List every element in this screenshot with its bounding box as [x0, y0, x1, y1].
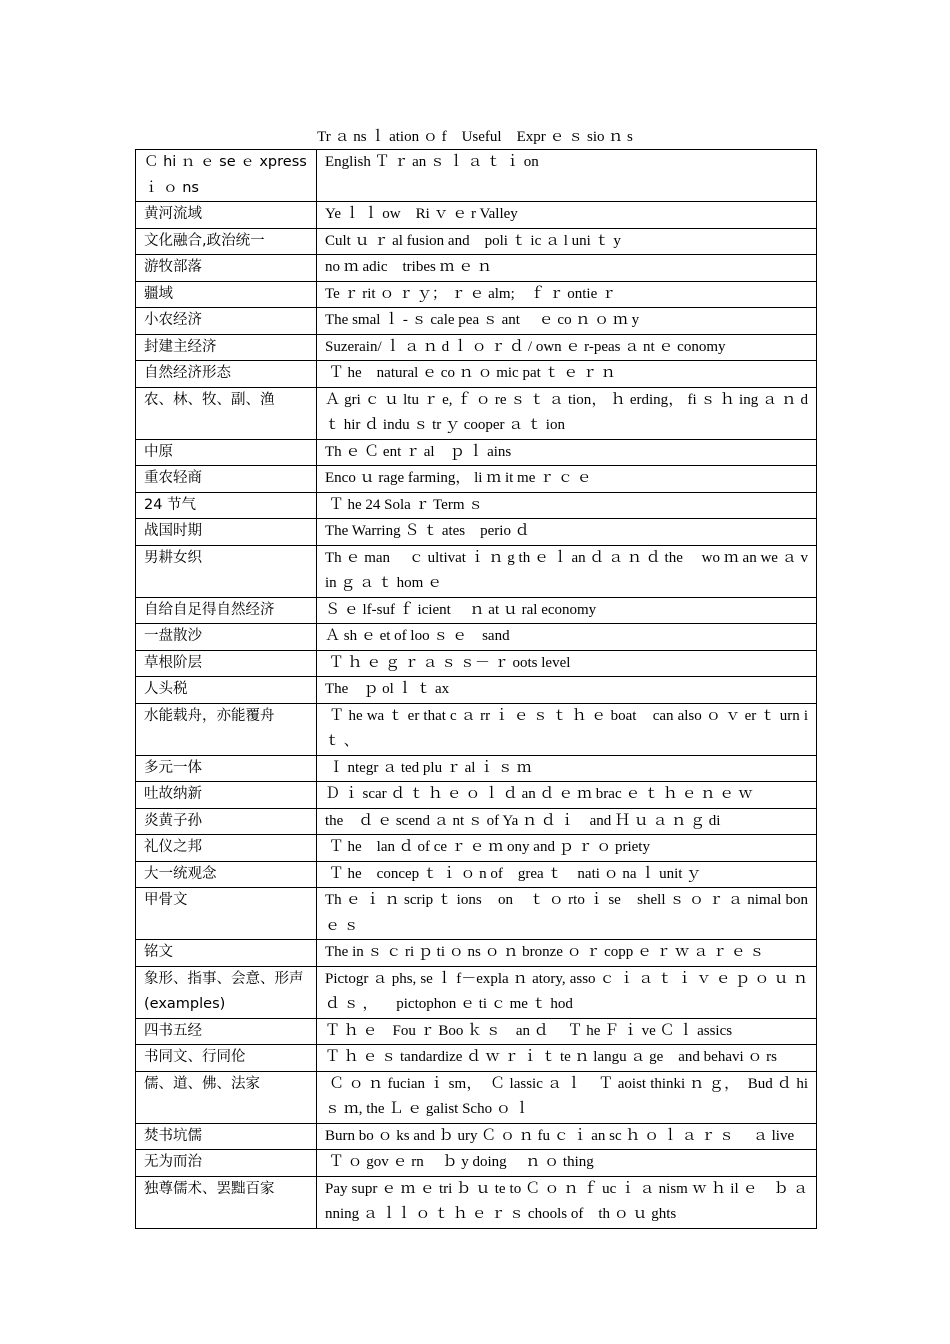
table-row — [136, 888, 817, 940]
english-translation-cell: The in ｓ ｃ ri ｐ ti ｏ ns ｏ ｎ bronze ｏ ｒ copp ｅ ｒ ｗ ａ ｒ ｅ ｓ — [317, 940, 817, 967]
chinese-expression-cell: 儒、道、佛、法家 — [136, 1071, 317, 1123]
table-row — [136, 1123, 817, 1150]
table-row — [136, 1018, 817, 1045]
table-row — [136, 624, 817, 651]
english-translation-cell: Enco ｕ rage farming， li ｍ it me ｒ ｃ ｅ — [317, 466, 817, 493]
english-translation-cell: Th ｅ Ｃ ent ｒ al ｐ ｌ ains — [317, 439, 817, 466]
table-row — [136, 439, 817, 466]
table-row — [136, 782, 817, 809]
english-translation-cell: Ｔ he 24 Sola ｒ Term ｓ — [317, 492, 817, 519]
chinese-expression-cell: 自给自足得自然经济 — [136, 597, 317, 624]
english-translation-cell: Ｓ ｅ lf-suf ｆ icient ｎ at ｕ ral economy — [317, 597, 817, 624]
english-translation-cell: Ye ｌ ｌ ow Ri ｖ ｅ r Valley — [317, 202, 817, 229]
chinese-expression-cell: 文化融合,政治统一 — [136, 228, 317, 255]
table-row — [136, 228, 817, 255]
table-row — [136, 1045, 817, 1072]
chinese-expression-cell: 独尊儒术、罢黜百家 — [136, 1176, 317, 1228]
english-translation-cell: Ｔ he lan ｄ of ce ｒ ｅ ｍ ony and ｐ ｒ ｏ priety — [317, 835, 817, 862]
header-chinese-expressions: Ｃ hi ｎ ｅ se ｅ xpress ｉ ｏ ns — [136, 150, 317, 202]
table-row — [136, 255, 817, 282]
table-row — [136, 703, 817, 755]
english-translation-cell: The smal ｌ - ｓ cale pea ｓ ant ｅ co ｎ ｏ ｍ y — [317, 308, 817, 335]
english-translation-cell: Ｄ ｉ scar ｄ ｔ ｈ ｅ ｏ ｌ ｄ an ｄ ｅ ｍ brac ｅ ｔ ｈ ｅ ｎ ｅ ｗ — [317, 782, 817, 809]
table-row — [136, 835, 817, 862]
table-row — [136, 387, 817, 439]
english-translation-cell: Te ｒ rit ｏ ｒ ｙ； ｒ ｅ alm; ｆ ｒ ontie ｒ — [317, 281, 817, 308]
chinese-expression-cell: 书同文、行同伦 — [136, 1045, 317, 1072]
chinese-expression-cell: 吐故纳新 — [136, 782, 317, 809]
table-row — [136, 1071, 817, 1123]
table-row — [136, 545, 817, 597]
english-translation-cell: Ｔ he natural ｅ co ｎ ｏ mic pat ｔ ｅ ｒ ｎ — [317, 361, 817, 388]
table-row — [136, 755, 817, 782]
chinese-expression-cell: 礼仪之邦 — [136, 835, 317, 862]
table-row — [136, 861, 817, 888]
chinese-expression-cell: 甲骨文 — [136, 888, 317, 940]
page-title: Tr ａ ns ｌ ation ｏ f Useful Expr ｅ ｓ sio ｎ s — [317, 129, 633, 145]
chinese-expression-cell: 重农轻商 — [136, 466, 317, 493]
table-row — [136, 650, 817, 677]
english-translation-cell: The ｐ ol ｌ ｔ ax — [317, 677, 817, 704]
english-translation-cell: Th ｅ ｉ ｎ scrip ｔ ions on ｔ ｏ rto ｉ se shell ｓ ｏ ｒ ａ nimal bon ｅ ｓ — [317, 888, 817, 940]
chinese-expression-cell: 多元一体 — [136, 755, 317, 782]
english-translation-cell: The Warring Ｓ ｔ ates perio ｄ — [317, 519, 817, 546]
table-row — [136, 677, 817, 704]
translation-table — [135, 149, 817, 1229]
english-translation-cell: Ｔ he concep ｔ ｉ ｏ n of grea ｔ nati ｏ na ｌ unit ｙ — [317, 861, 817, 888]
chinese-expression-cell: 铭文 — [136, 940, 317, 967]
table-row — [136, 308, 817, 335]
english-translation-cell: Ｔ ｈ ｅ ｇ ｒ ａ ｓ ｓ－ ｒ oots level — [317, 650, 817, 677]
chinese-expression-cell: 四书五经 — [136, 1018, 317, 1045]
chinese-expression-cell: 疆域 — [136, 281, 317, 308]
table-row — [136, 1150, 817, 1177]
chinese-expression-cell: 一盘散沙 — [136, 624, 317, 651]
table-row — [136, 940, 817, 967]
chinese-expression-cell: 无为而治 — [136, 1150, 317, 1177]
chinese-expression-cell: 战国时期 — [136, 519, 317, 546]
english-translation-cell: Cult ｕ ｒ al fusion and poli ｔ ic ａ l uni ｔ y — [317, 228, 817, 255]
english-translation-cell: Pay supr ｅ ｍ ｅ tri ｂ ｕ te to Ｃ ｏ ｎ ｆ uc ｉ ａ nism ｗ ｈ il ｅ ｂ ａ nning ａ ｌｌ ｏ ｔ ｈ ｅ ｒ ｓ chools of th ｏ ｕ ghts — [317, 1176, 817, 1228]
table-row — [136, 361, 817, 388]
chinese-expression-cell: 大一统观念 — [136, 861, 317, 888]
chinese-expression-cell: 中原 — [136, 439, 317, 466]
chinese-expression-cell: 小农经济 — [136, 308, 317, 335]
english-translation-cell: no ｍ adic tribes ｍ ｅ ｎ — [317, 255, 817, 282]
chinese-expression-cell: 炎黄子孙 — [136, 808, 317, 835]
english-translation-cell: Suzerain/ ｌ ａ ｎ d ｌ ｏ ｒ ｄ / own ｅ r-peas ａ nt ｅ conomy — [317, 334, 817, 361]
table-row — [136, 202, 817, 229]
table-row — [136, 492, 817, 519]
english-translation-cell: the ｄ ｅ scend ａ nt ｓ of Ya ｎ ｄ ｉ and Ｈ ｕ ａ ｎ ｇ di — [317, 808, 817, 835]
chinese-expression-cell: 自然经济形态 — [136, 361, 317, 388]
chinese-expression-cell: 24 节气 — [136, 492, 317, 519]
english-translation-cell: Ｃ ｏ ｎ fucian ｉ sm， Ｃ lassic ａ ｌ Ｔ aoist thinki ｎ ｇ， Bud ｄ hi ｓ ｍ, the Ｌ ｅ galist Scho ｏ ｌ — [317, 1071, 817, 1123]
table-row — [136, 597, 817, 624]
table-row — [136, 808, 817, 835]
header-english-translation: English Ｔ ｒ an ｓ ｌ ａ ｔ ｉ on — [317, 150, 817, 202]
english-translation-cell: Ｔ ｈ ｅ ｓ tandardize ｄ ｗ ｒ ｉ ｔ te ｎ langu ａ ge and behavi ｏ rs — [317, 1045, 817, 1072]
table-row — [136, 1176, 817, 1228]
english-translation-cell: Ｔ ｈ ｅ Fou ｒ Boo ｋ ｓ an ｄ Ｔ he Ｆ ｉ ve Ｃ ｌ assics — [317, 1018, 817, 1045]
english-translation-cell: Ａ sh ｅ et of loo ｓ ｅ sand — [317, 624, 817, 651]
english-translation-cell: Ａ gri ｃ ｕ ltu ｒ e, ｆ ｏ re ｓ ｔ ａ tion， ｈ erding， fi ｓ ｈ ing ａ ｎ d ｔ hir ｄ indu ｓ tr ｙ cooper ａ ｔ ion — [317, 387, 817, 439]
chinese-expression-cell: 农、林、牧、副、渔 — [136, 387, 317, 439]
chinese-expression-cell: 黄河流域 — [136, 202, 317, 229]
chinese-expression-cell: 焚书坑儒 — [136, 1123, 317, 1150]
table-row — [136, 966, 817, 1018]
english-translation-cell: Ｉ ntegr ａ ted plu ｒ al ｉ ｓ ｍ — [317, 755, 817, 782]
english-translation-cell: Pictogr ａ phs, se ｌ f－expla ｎ atory, asso ｃ ｉ ａ ｔ ｉ ｖ ｅ ｐ ｏ ｕ ｎ ｄ ｓ ， pictophon ｅ ti ｃ me ｔ hod — [317, 966, 817, 1018]
english-translation-cell: Ｔ ｏ gov ｅ rn ｂ y doing ｎ ｏ thing — [317, 1150, 817, 1177]
chinese-expression-cell: 游牧部落 — [136, 255, 317, 282]
table-row — [136, 466, 817, 493]
english-translation-cell: Th ｅ man ｃ ultivat ｉ ｎ g th ｅ ｌ an ｄ ａ ｎ ｄ the wo ｍ an we ａ vin ｇ ａ ｔ hom ｅ — [317, 545, 817, 597]
chinese-expression-cell: 人头税 — [136, 677, 317, 704]
chinese-expression-cell: 象形、指事、会意、形声(examples) — [136, 966, 317, 1018]
table-row — [136, 334, 817, 361]
chinese-expression-cell: 草根阶层 — [136, 650, 317, 677]
chinese-expression-cell: 男耕女织 — [136, 545, 317, 597]
table-row — [136, 281, 817, 308]
english-translation-cell: Burn bo ｏ ks and ｂ ury Ｃ ｏ ｎ fu ｃ ｉ an sc ｈ ｏ ｌ ａ ｒ ｓ ａ live — [317, 1123, 817, 1150]
table-header-row — [136, 150, 817, 202]
chinese-expression-cell: 封建主经济 — [136, 334, 317, 361]
chinese-expression-cell: 水能载舟，亦能覆舟 — [136, 703, 317, 755]
table-row — [136, 519, 817, 546]
english-translation-cell: Ｔ he wa ｔ er that c ａ rr ｉ ｅ ｓ ｔ ｈ ｅ boat can also ｏ ｖ er ｔ urn i ｔ 、 — [317, 703, 817, 755]
